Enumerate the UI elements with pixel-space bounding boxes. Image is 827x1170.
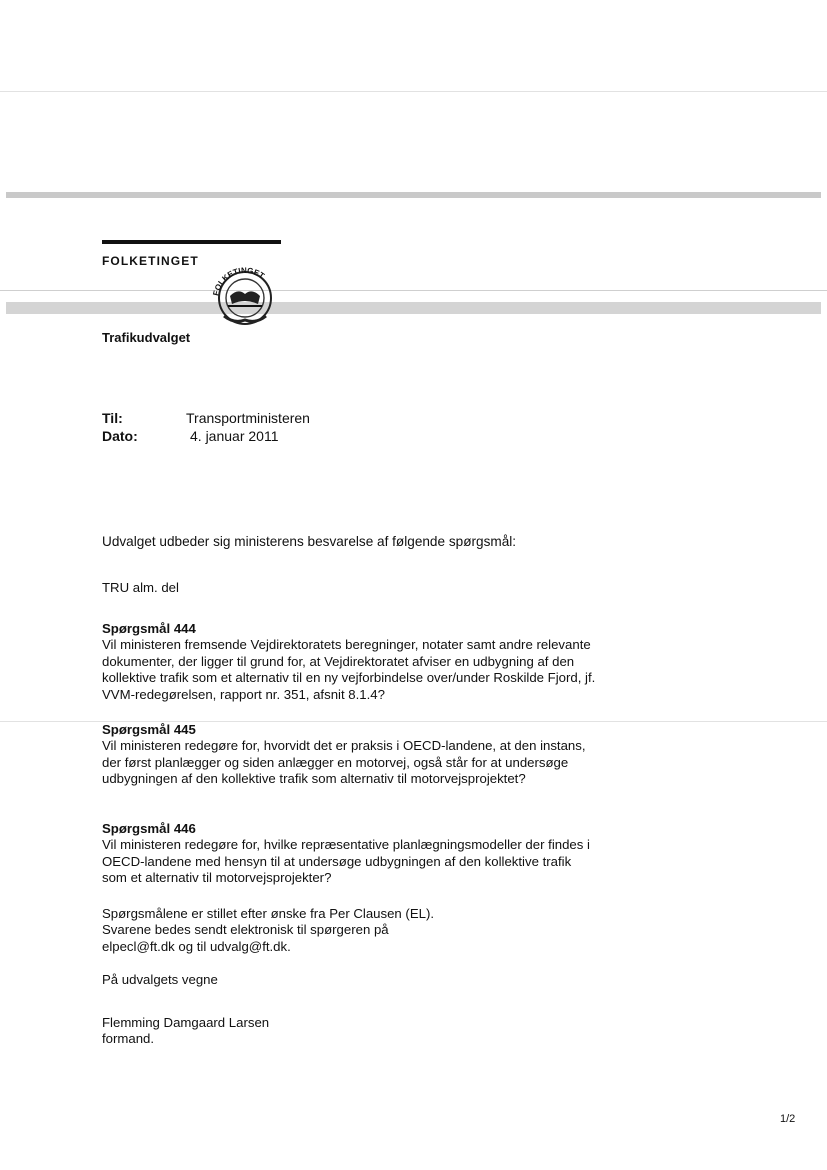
intro-text: Udvalget udbeder sig ministerens besvarelse af følgende spørgsmål:: [102, 534, 517, 549]
folketinget-emblem-icon: [208, 266, 282, 328]
meta-date-row: [102, 428, 278, 444]
question-446: [102, 821, 592, 887]
scan-line-mid: [0, 290, 827, 291]
committee-name: Trafikudvalget: [102, 330, 191, 345]
org-name: FOLKETINGET: [102, 254, 199, 268]
signatory-role: formand.: [102, 1031, 155, 1047]
header-gray-band: [6, 192, 821, 198]
closing-line-2: Svarene bedes sendt elektronisk til spørgeren på: [102, 922, 389, 938]
date-label: Dato:: [102, 428, 138, 444]
question-body: Vil ministeren redegøre for, hvilke repræsentative planlægningsmodeller der findes i OECD-landene med hensyn til at undersøge udbygningen af den kollektive trafik som et alternativ til motorvejsprojekter?: [102, 837, 590, 886]
question-body: Vil ministeren fremsende Vejdirektoratets beregninger, notater samt andre relevante dokumenter, der ligger til grund for, at Vejdirektoratet afviser en udbygning af den kollektive trafik som et alternativ til en ny vejforbindelse over/under Roskilde Fjord, jf. VVM-redegørelsen, rapport nr. 351, afsnit 8.1.4?: [102, 637, 596, 702]
question-445: [102, 722, 592, 788]
sign-off: På udvalgets vegne: [102, 972, 218, 987]
question-title: Spørgsmål 445: [102, 722, 196, 737]
to-value: Transportministeren: [186, 410, 310, 426]
signatory-name: Flemming Damgaard Larsen: [102, 1015, 270, 1030]
question-title: Spørgsmål 446: [102, 821, 196, 836]
header-rule: [102, 240, 281, 244]
date-value: 4. januar 2011: [190, 428, 279, 444]
closing-line-3: elpecl@ft.dk og til udvalg@ft.dk.: [102, 938, 291, 954]
meta-to-row: [102, 410, 310, 426]
svg-text:FOLKETINGET: FOLKETINGET: [211, 266, 266, 297]
page-number: 1/2: [780, 1113, 796, 1125]
signature-block: [102, 1015, 622, 1048]
closing-block: [102, 906, 622, 955]
to-label: Til:: [102, 410, 123, 426]
question-body: Vil ministeren redegøre for, hvorvidt det er praksis i OECD-landene, at den instans, der først planlægger og siden anlægger en motorvej, også står for at undersøge udbygningen af den kollektive trafik som alternativ til motorvejsprojektet?: [102, 738, 586, 787]
reference-text: TRU alm. del: [102, 580, 179, 595]
closing-line-1: Spørgsmålene er stillet efter ønske fra Per Clausen (EL).: [102, 906, 435, 921]
question-title: Spørgsmål 444: [102, 621, 196, 636]
scan-line-top: [0, 91, 827, 92]
question-444: [102, 621, 602, 703]
emblem-gray-band: [6, 302, 821, 314]
